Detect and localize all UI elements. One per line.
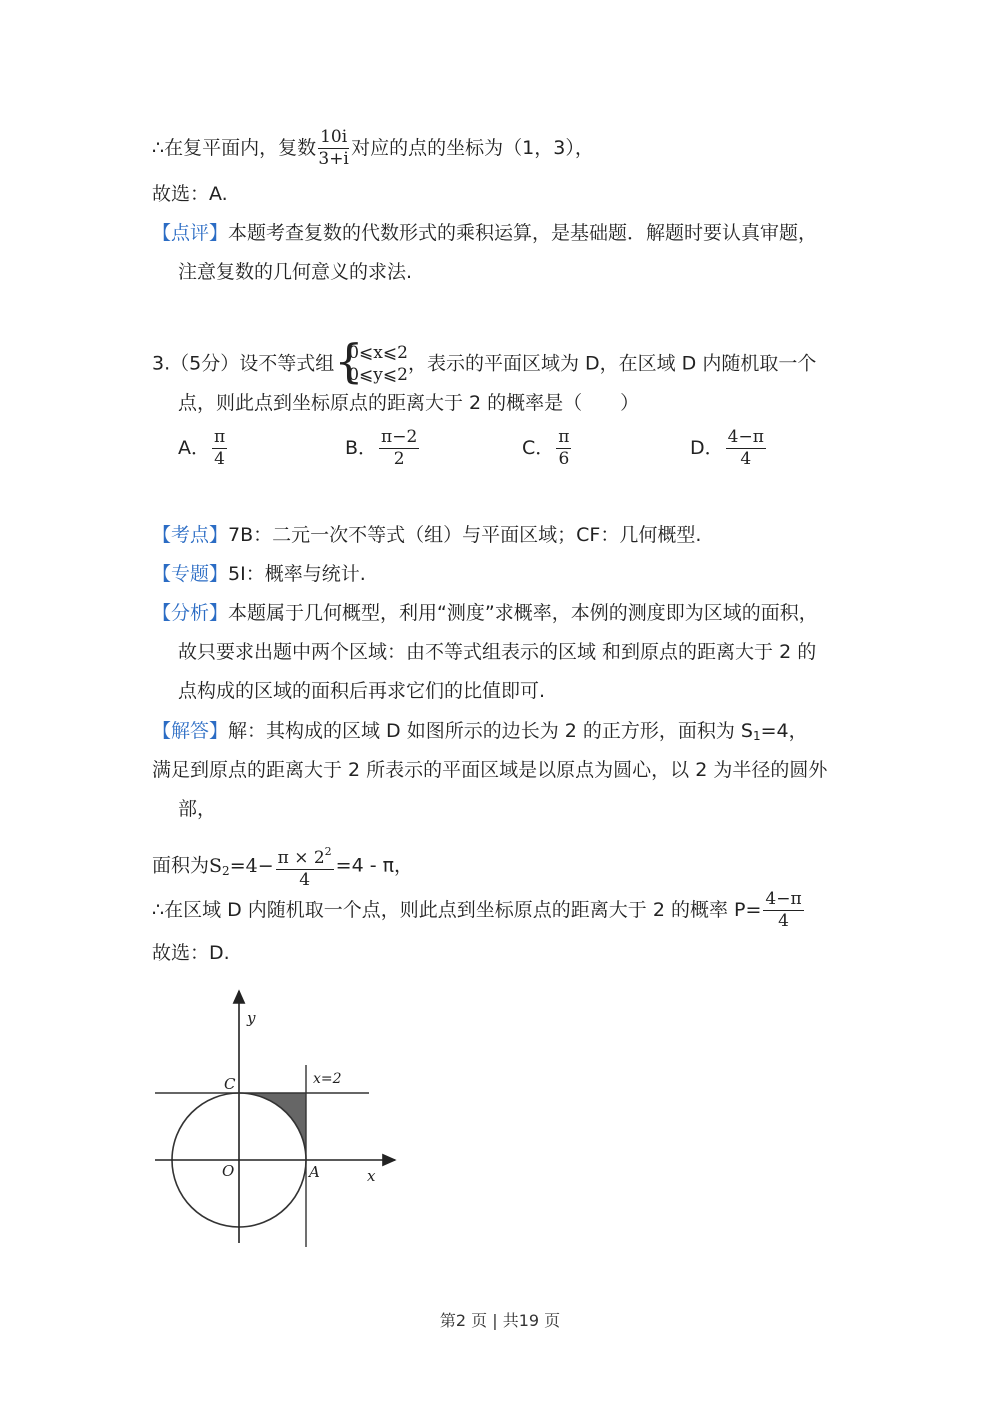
brace-icon: { <box>334 334 364 388</box>
fraction <box>318 128 349 169</box>
jieda-line-3: 部， <box>178 798 217 820</box>
fraction <box>379 428 419 469</box>
origin-label: O <box>222 1162 235 1180</box>
zhuanti-text: 5I：概率与统计. <box>228 563 366 585</box>
comment-line-2: 注意复数的几何意义的求法. <box>178 261 413 283</box>
comment-tag: 【点评】 <box>152 222 229 244</box>
page-footer: 第2 页 | 共19 页 <box>439 1311 561 1330</box>
fraction <box>763 890 803 931</box>
fraction-denominator: 4 <box>778 911 789 931</box>
answer-line: 故选：A. <box>152 183 228 205</box>
shaded-region <box>239 1093 306 1160</box>
area-suffix: =4 - π， <box>335 854 414 877</box>
area-line <box>152 842 413 890</box>
jieda-line-2: 满足到原点的距离大于 2 所表示的平面区域是以原点为圆心，以 2 为半径的圆外 <box>152 759 828 781</box>
jieda-tag: 【解答】 <box>152 720 229 742</box>
option-a <box>178 428 229 469</box>
option-c <box>522 428 573 469</box>
fraction <box>276 842 334 890</box>
fraction-denominator: 2 <box>393 449 405 469</box>
jieda-text: 解：其构成的区域 D 如图所示的边长为 2 的正方形，面积为 S <box>228 720 753 742</box>
kaodian-line <box>152 522 701 548</box>
geometry-figure <box>145 985 415 1255</box>
s2-equals: =4− <box>229 854 274 877</box>
inequality-system <box>334 334 408 388</box>
numerator-text: π × 2 <box>277 848 325 868</box>
fraction-denominator: 3+i <box>318 149 349 169</box>
s2-symbol <box>209 855 274 877</box>
fraction-numerator: 10i <box>320 127 348 147</box>
fraction <box>556 428 571 469</box>
option-label: D． <box>690 437 724 459</box>
area-prefix: 面积为 <box>152 854 210 877</box>
line-suffix: 对应的点的坐标为（1，3）， <box>351 137 594 159</box>
fenxi-tag: 【分析】 <box>152 602 229 624</box>
fenxi-line-3: 点构成的区域的面积后再求它们的比值即可. <box>178 680 546 702</box>
jieda-line <box>152 718 808 749</box>
fraction-numerator: π <box>558 427 570 447</box>
kaodian-tag: 【考点】 <box>152 524 229 546</box>
subscript: 1 <box>753 729 761 743</box>
option-label: A． <box>178 437 210 459</box>
inequality-row: 0⩽x⩽2 <box>348 343 408 363</box>
inequality-row: 0⩽y⩽2 <box>348 365 408 385</box>
fraction-denominator: 4 <box>740 449 752 469</box>
point-c-label: C <box>224 1075 236 1093</box>
fraction-numerator: π <box>214 427 226 447</box>
question-3-line-2: 点，则此点到坐标原点的距离大于 2 的概率是（ ） <box>178 392 640 414</box>
subscript: 2 <box>222 863 230 878</box>
comment-text: 本题考查复数的代数形式的乘积运算，是基础题．解题时要认真审题， <box>228 222 818 244</box>
fraction-denominator: 4 <box>299 870 311 890</box>
option-label: B． <box>345 437 378 459</box>
option-d <box>690 428 768 469</box>
question-suffix: ，表示的平面区域为 D，在区域 D 内随机取一个 <box>407 352 817 375</box>
line-prefix: ∴在复平面内，复数 <box>152 137 317 159</box>
s-letter: S <box>209 854 223 877</box>
x-label: x <box>367 1167 376 1185</box>
text-line <box>152 128 594 169</box>
zhuanti-line <box>152 561 366 587</box>
point-a-label: A <box>309 1163 320 1181</box>
probability-prefix: ∴在区域 D 内随机取一个点，则此点到坐标原点的距离大于 2 的概率 P= <box>152 899 762 921</box>
kaodian-text: 7B：二元一次不等式（组）与平面区域；CF：几何概型. <box>228 524 702 546</box>
fraction-numerator <box>276 842 334 870</box>
final-answer: 故选：D. <box>152 942 230 964</box>
fraction-numerator: 4−π <box>765 889 802 909</box>
option-b <box>345 428 421 469</box>
fenxi-text: 本题属于几何概型，利用“测度”求概率，本例的测度即为区域的面积， <box>228 602 818 624</box>
fraction <box>726 428 766 469</box>
fraction-numerator: 4−π <box>727 427 764 447</box>
fenxi-line-2: 故只要求出题中两个区域：由不等式组表示的区域 和到原点的距离大于 2 的 <box>178 641 817 663</box>
fraction-denominator: 4 <box>214 449 225 469</box>
y-label: y <box>247 1009 256 1027</box>
fraction-denominator: 6 <box>558 449 570 469</box>
superscript: 2 <box>324 845 332 858</box>
option-label: C． <box>522 437 555 459</box>
question-3 <box>152 334 817 388</box>
question-prefix: 3.（5分）设不等式组 <box>152 352 335 375</box>
fraction-numerator: π−2 <box>381 427 418 447</box>
probability-line <box>152 890 806 931</box>
jieda-text-end: =4， <box>760 720 808 742</box>
fenxi-line <box>152 600 818 626</box>
zhuanti-tag: 【专题】 <box>152 563 229 585</box>
fraction <box>212 428 227 469</box>
comment-line <box>152 220 817 246</box>
line-x2-label: x=2 <box>313 1071 342 1087</box>
